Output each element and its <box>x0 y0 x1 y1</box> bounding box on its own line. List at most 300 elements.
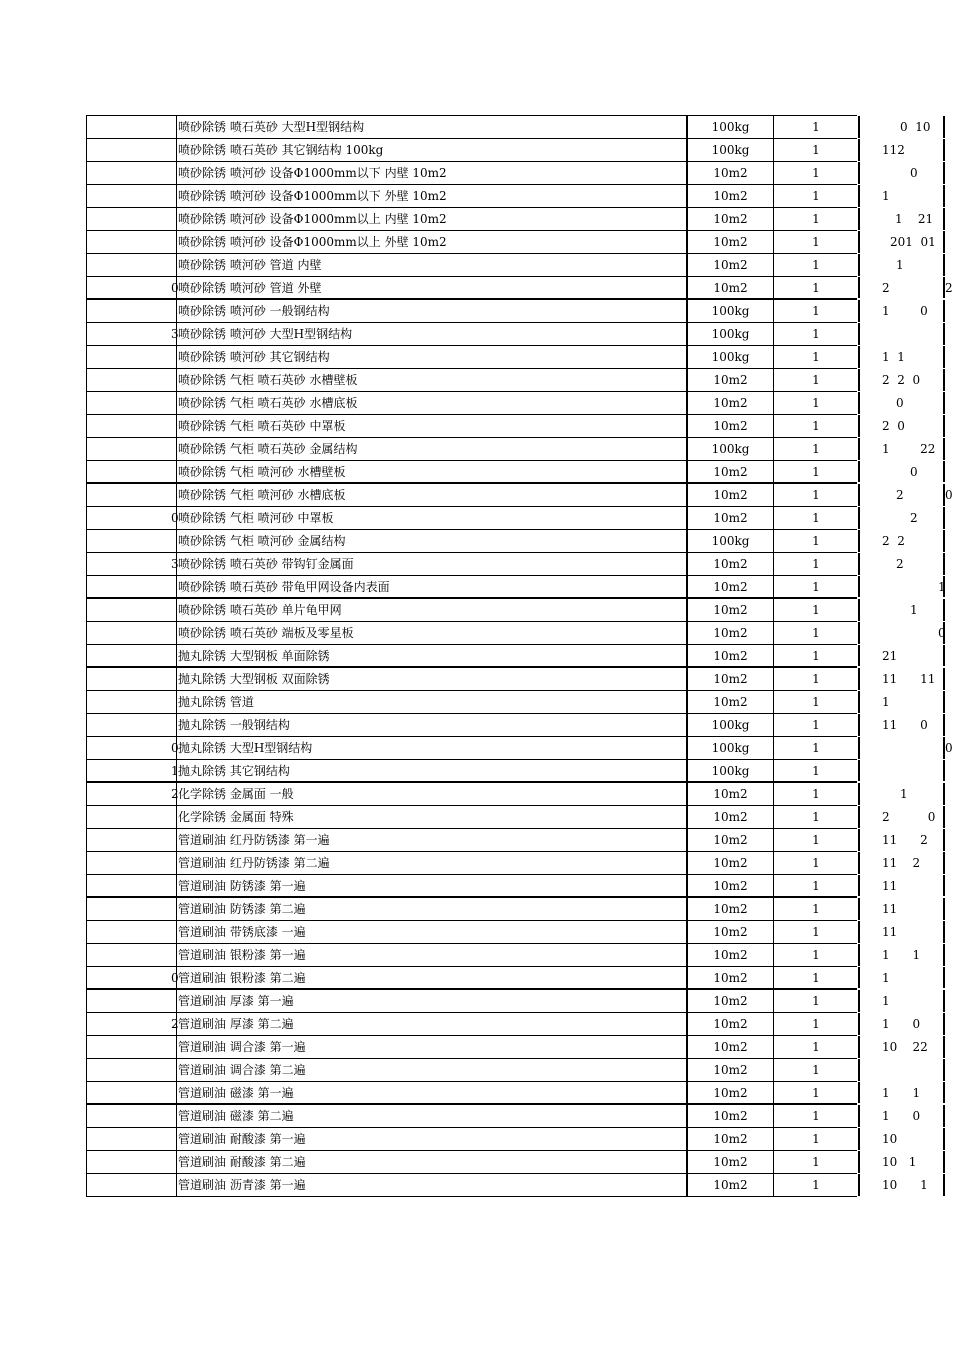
unit-cell: 10m2 <box>688 1105 774 1127</box>
value-cell <box>860 944 945 966</box>
table-row <box>87 461 918 484</box>
code-cell <box>87 875 177 896</box>
unit-cell: 10m2 <box>688 369 774 391</box>
clipped-code-digit: 1 <box>171 764 179 778</box>
code-cell <box>87 760 177 781</box>
quantity-cell: 1 <box>774 599 860 621</box>
unit-cell: 100kg <box>688 346 774 368</box>
quantity-cell: 1 <box>774 507 860 529</box>
quantity-cell: 1 <box>774 116 860 138</box>
quantity-cell: 1 <box>774 967 860 988</box>
table-row <box>87 806 936 829</box>
unit-cell: 100kg <box>688 737 774 759</box>
quantity-cell: 1 <box>774 415 860 437</box>
unit-cell: 10m2 <box>688 1128 774 1150</box>
value-cell <box>860 139 945 161</box>
code-cell <box>87 484 177 506</box>
table-row <box>87 668 936 691</box>
table-row <box>87 737 953 760</box>
item-name: 抛丸除锈 一般钢结构 <box>178 718 290 732</box>
value-text: 1 21 <box>895 212 934 226</box>
item-name-cell <box>177 1151 688 1173</box>
unit-cell: 10m2 <box>688 484 774 506</box>
table-row <box>87 852 921 875</box>
item-name: 抛丸除锈 大型钢板 双面除锈 <box>178 672 330 686</box>
value-cell <box>860 415 945 437</box>
item-name: 管道刷油 银粉漆 第一遍 <box>178 948 306 962</box>
code-cell <box>87 392 177 414</box>
unit-cell: 10m2 <box>688 185 774 207</box>
item-name: 喷砂除锈 气柜 喷石英砂 水槽壁板 <box>178 373 358 387</box>
value-cell <box>860 1105 945 1127</box>
code-cell <box>87 553 177 575</box>
value-text: 11 <box>882 925 898 939</box>
code-cell <box>87 530 177 552</box>
value-text: 11 <box>882 902 898 916</box>
item-name: 喷砂除锈 喷河砂 其它钢结构 <box>178 350 330 364</box>
unit-cell: 10m2 <box>688 875 774 896</box>
value-cell <box>860 576 945 597</box>
value-text: 0 <box>910 166 918 180</box>
quantity-cell: 1 <box>774 990 860 1012</box>
item-name: 管道刷油 磁漆 第一遍 <box>178 1086 294 1100</box>
value-cell <box>860 1059 945 1081</box>
quantity-cell: 1 <box>774 231 860 253</box>
item-name-cell <box>177 806 688 828</box>
table-row <box>87 392 904 415</box>
unit-cell: 10m2 <box>688 783 774 805</box>
unit-cell: 10m2 <box>688 461 774 482</box>
unit-cell: 10m2 <box>688 254 774 276</box>
item-name-cell <box>177 346 688 368</box>
item-name-cell <box>177 231 688 253</box>
quantity-cell: 1 <box>774 553 860 575</box>
clipped-code-digit: 0 <box>171 281 179 295</box>
value-cell <box>860 1082 945 1103</box>
unit-cell: 10m2 <box>688 507 774 529</box>
value-cell <box>860 898 945 920</box>
value-cell <box>860 116 945 138</box>
value-cell <box>860 622 945 644</box>
item-name-cell <box>177 622 688 644</box>
unit-cell: 100kg <box>688 300 774 322</box>
quantity-cell: 1 <box>774 921 860 943</box>
unit-cell: 10m2 <box>688 208 774 230</box>
item-name: 喷砂除锈 喷石英砂 单片龟甲网 <box>178 603 342 617</box>
table-row <box>87 714 928 737</box>
code-cell <box>87 1059 177 1081</box>
quantity-cell: 1 <box>774 1082 860 1103</box>
unit-cell: 10m2 <box>688 277 774 298</box>
table-row <box>87 599 918 622</box>
code-cell <box>87 277 177 298</box>
unit-cell: 10m2 <box>688 944 774 966</box>
item-name: 喷砂除锈 气柜 喷石英砂 水槽底板 <box>178 396 358 410</box>
unit-cell: 10m2 <box>688 1059 774 1081</box>
item-name-cell <box>177 530 688 552</box>
quantity-cell: 1 <box>774 1128 860 1150</box>
quantity-cell: 1 <box>774 737 860 759</box>
code-cell <box>87 1128 177 1150</box>
item-name-cell <box>177 208 688 230</box>
item-name-cell <box>171 783 688 805</box>
item-name: 管道刷油 红丹防锈漆 第二遍 <box>178 856 330 870</box>
quantity-cell: 1 <box>774 829 860 851</box>
table-row <box>87 875 898 898</box>
unit-cell: 10m2 <box>688 599 774 621</box>
value-cell <box>860 645 945 666</box>
quantity-cell: 1 <box>774 622 860 644</box>
unit-cell: 10m2 <box>688 1082 774 1103</box>
item-name: 管道刷油 沥青漆 第一遍 <box>178 1178 306 1192</box>
code-cell <box>87 1013 177 1035</box>
quantity-cell: 1 <box>774 1174 860 1196</box>
quantity-cell: 1 <box>774 1036 860 1058</box>
unit-cell: 100kg <box>688 438 774 460</box>
table-row <box>87 1174 928 1197</box>
value-cell <box>860 829 945 851</box>
value-text: 10 <box>882 1132 898 1146</box>
value-cell <box>860 208 945 230</box>
value-text: 21 <box>882 649 898 663</box>
item-name-cell <box>177 185 688 207</box>
code-cell <box>87 806 177 828</box>
quantity-cell: 1 <box>774 438 860 460</box>
code-cell <box>87 1174 177 1196</box>
table-row <box>87 139 905 162</box>
code-cell <box>87 231 177 253</box>
quantity-cell: 1 <box>774 484 860 506</box>
unit-cell: 10m2 <box>688 1174 774 1196</box>
item-name-cell <box>177 1128 688 1150</box>
item-name: 喷砂除锈 气柜 喷河砂 中罩板 <box>178 511 334 525</box>
value-text: 2 <box>896 488 904 502</box>
table-row <box>87 484 953 507</box>
item-name: 喷砂除锈 喷石英砂 大型H型钢结构 <box>178 120 365 134</box>
code-cell <box>87 714 177 736</box>
unit-cell: 100kg <box>688 530 774 552</box>
item-name-cell <box>171 323 688 345</box>
code-cell <box>87 783 177 805</box>
value-text: 1 <box>882 971 890 985</box>
item-name: 化学除锈 金属面 特殊 <box>178 810 294 824</box>
code-cell <box>87 1082 177 1103</box>
value-cell <box>860 1013 945 1035</box>
code-cell <box>87 369 177 391</box>
table-row <box>87 1105 921 1128</box>
value-text: 10 1 <box>882 1155 917 1169</box>
code-cell <box>87 691 177 713</box>
table-row <box>87 254 904 277</box>
spreadsheet-table <box>86 115 953 1197</box>
unit-cell: 10m2 <box>688 806 774 828</box>
item-name: 喷砂除锈 气柜 喷河砂 金属结构 <box>178 534 346 548</box>
code-cell <box>87 438 177 460</box>
item-name-cell <box>177 369 688 391</box>
unit-cell: 10m2 <box>688 898 774 920</box>
table-row <box>87 645 898 668</box>
value-text: 11 0 <box>882 718 928 732</box>
value-cell <box>860 691 945 713</box>
value-text: 11 <box>882 879 898 893</box>
item-name-cell <box>177 392 688 414</box>
unit-cell: 10m2 <box>688 1013 774 1035</box>
item-name-cell <box>177 484 688 506</box>
value-cell <box>860 507 945 529</box>
unit-cell: 10m2 <box>688 622 774 644</box>
unit-cell: 10m2 <box>688 162 774 184</box>
item-name-cell <box>177 1174 688 1196</box>
unit-cell: 10m2 <box>688 553 774 575</box>
value-cell <box>860 783 945 805</box>
value-cell <box>860 438 945 460</box>
quantity-cell: 1 <box>774 139 860 161</box>
item-name: 管道刷油 耐酸漆 第二遍 <box>178 1155 306 1169</box>
clipped-code-digit: 3 <box>171 327 179 341</box>
table-row <box>87 1082 921 1105</box>
table-row <box>87 622 946 645</box>
item-name: 喷砂除锈 喷河砂 设备Φ1000mm以下 内壁 10m2 <box>178 166 447 180</box>
quantity-cell: 1 <box>774 852 860 874</box>
item-name: 抛丸除锈 大型H型钢结构 <box>178 741 313 755</box>
quantity-cell: 1 <box>774 392 860 414</box>
code-cell <box>87 737 177 759</box>
unit-cell: 10m2 <box>688 668 774 690</box>
code-cell <box>87 208 177 230</box>
code-cell <box>87 300 177 322</box>
value-text: 0 <box>896 396 904 410</box>
value-cell <box>860 254 945 276</box>
item-name: 管道刷油 调合漆 第一遍 <box>178 1040 306 1054</box>
unit-cell: 10m2 <box>688 990 774 1012</box>
item-name: 管道刷油 磁漆 第二遍 <box>178 1109 294 1123</box>
item-name: 管道刷油 调合漆 第二遍 <box>178 1063 306 1077</box>
clipped-code-digit: 2 <box>171 1017 179 1031</box>
table-row <box>87 162 918 185</box>
item-name-cell <box>177 438 688 460</box>
code-cell <box>87 185 177 207</box>
value-cell <box>860 599 945 621</box>
table-row <box>87 369 921 392</box>
table-row <box>87 990 890 1013</box>
unit-cell: 10m2 <box>688 415 774 437</box>
item-name: 喷砂除锈 喷河砂 一般钢结构 <box>178 304 330 318</box>
item-name-cell <box>177 691 688 713</box>
table-row <box>87 921 898 944</box>
item-name: 喷砂除锈 喷石英砂 带龟甲网设备内表面 <box>178 580 390 594</box>
item-name: 管道刷油 防锈漆 第二遍 <box>178 902 306 916</box>
code-cell <box>87 139 177 161</box>
item-name: 管道刷油 带锈底漆 一遍 <box>178 925 306 939</box>
value-text: 11 11 <box>882 672 936 686</box>
item-name-cell <box>177 829 688 851</box>
code-cell <box>87 323 177 345</box>
unit-cell: 10m2 <box>688 576 774 597</box>
quantity-cell: 1 <box>774 369 860 391</box>
item-name-cell <box>177 139 688 161</box>
value-text: 10 22 <box>882 1040 928 1054</box>
item-name: 喷砂除锈 喷河砂 管道 内壁 <box>178 258 322 272</box>
quantity-cell: 1 <box>774 300 860 322</box>
value-cell <box>860 668 945 690</box>
value-text: 1 <box>938 580 946 594</box>
quantity-cell: 1 <box>774 1013 860 1035</box>
quantity-cell: 1 <box>774 714 860 736</box>
value-text: 11 2 <box>882 856 921 870</box>
value-cell <box>860 875 945 896</box>
item-name-cell <box>171 553 688 575</box>
quantity-cell: 1 <box>774 1151 860 1173</box>
item-name: 管道刷油 防锈漆 第一遍 <box>178 879 306 893</box>
overflow-digit: 0 <box>945 488 953 502</box>
table-row <box>87 1128 898 1151</box>
value-text: 1 1 <box>882 1086 921 1100</box>
item-name-cell <box>177 415 688 437</box>
table-row <box>87 346 905 369</box>
code-cell <box>87 254 177 276</box>
code-cell <box>87 990 177 1012</box>
table-row <box>87 898 898 921</box>
item-name: 抛丸除锈 大型钢板 单面除锈 <box>178 649 330 663</box>
table-row <box>87 116 931 139</box>
table-row <box>87 1013 921 1036</box>
value-text: 2 0 <box>882 419 905 433</box>
quantity-cell: 1 <box>774 1059 860 1081</box>
table-row <box>87 553 904 576</box>
item-name-cell <box>177 1059 688 1081</box>
clipped-code-digit: 3 <box>171 557 179 571</box>
quantity-cell: 1 <box>774 668 860 690</box>
value-cell <box>860 806 945 828</box>
table-row <box>87 1151 917 1174</box>
value-cell <box>860 369 945 391</box>
value-cell <box>860 553 945 575</box>
value-cell <box>860 231 945 253</box>
value-text: 1 <box>882 994 890 1008</box>
code-cell <box>87 622 177 644</box>
item-name-cell <box>177 1036 688 1058</box>
item-name: 管道刷油 红丹防锈漆 第一遍 <box>178 833 330 847</box>
value-text: 1 <box>910 603 918 617</box>
value-cell <box>860 714 945 736</box>
table-row <box>87 277 953 300</box>
value-cell <box>860 1036 945 1058</box>
value-text: 2 <box>896 557 904 571</box>
quantity-cell: 1 <box>774 944 860 966</box>
value-text: 1 1 <box>882 350 905 364</box>
value-cell <box>860 461 945 482</box>
value-text: 1 0 <box>882 1017 921 1031</box>
quantity-cell: 1 <box>774 277 860 298</box>
quantity-cell: 1 <box>774 806 860 828</box>
value-cell <box>860 277 945 298</box>
value-cell <box>860 392 945 414</box>
code-cell <box>87 1151 177 1173</box>
unit-cell: 10m2 <box>688 1036 774 1058</box>
item-name-cell <box>177 1105 688 1127</box>
quantity-cell: 1 <box>774 875 860 896</box>
code-cell <box>87 898 177 920</box>
quantity-cell: 1 <box>774 346 860 368</box>
code-cell <box>87 1036 177 1058</box>
code-cell <box>87 162 177 184</box>
item-name: 喷砂除锈 气柜 喷河砂 水槽底板 <box>178 488 346 502</box>
table-row <box>87 438 936 461</box>
item-name: 管道刷油 厚漆 第一遍 <box>178 994 294 1008</box>
table-row <box>87 185 890 208</box>
unit-cell: 10m2 <box>688 1151 774 1173</box>
unit-cell: 10m2 <box>688 829 774 851</box>
item-name-cell <box>177 116 688 138</box>
value-text: 1 22 <box>882 442 936 456</box>
item-name-cell <box>171 737 688 759</box>
table-row <box>87 944 921 967</box>
table-row <box>87 530 905 553</box>
item-name: 化学除锈 金属面 一般 <box>178 787 294 801</box>
item-name: 喷砂除锈 喷河砂 设备Φ1000mm以上 外壁 10m2 <box>178 235 447 249</box>
table-row <box>87 231 936 254</box>
code-cell <box>87 645 177 666</box>
clipped-code-digit: 0 <box>171 971 179 985</box>
item-name-cell <box>177 599 688 621</box>
clipped-code-digit: 0 <box>171 511 179 525</box>
item-name-cell <box>171 277 688 298</box>
quantity-cell: 1 <box>774 185 860 207</box>
value-cell <box>860 185 945 207</box>
item-name: 喷砂除锈 气柜 喷石英砂 金属结构 <box>178 442 358 456</box>
item-name-cell <box>171 760 688 781</box>
item-name: 喷砂除锈 喷石英砂 带钩钉金属面 <box>178 557 354 571</box>
clipped-code-digit: 0 <box>171 741 179 755</box>
unit-cell: 100kg <box>688 139 774 161</box>
item-name: 喷砂除锈 喷河砂 大型H型钢结构 <box>178 327 353 341</box>
unit-cell: 10m2 <box>688 921 774 943</box>
unit-cell: 10m2 <box>688 392 774 414</box>
value-text: 1 <box>882 695 890 709</box>
item-name: 喷砂除锈 喷河砂 设备Φ1000mm以下 外壁 10m2 <box>178 189 447 203</box>
item-name-cell <box>177 668 688 690</box>
unit-cell: 10m2 <box>688 852 774 874</box>
code-cell <box>87 576 177 597</box>
quantity-cell: 1 <box>774 760 860 781</box>
table-row <box>87 760 857 783</box>
table-row <box>87 323 857 346</box>
item-name: 管道刷油 厚漆 第二遍 <box>178 1017 294 1031</box>
item-name-cell <box>171 507 688 529</box>
code-cell <box>87 346 177 368</box>
value-text: 0 10 <box>900 120 931 134</box>
item-name-cell <box>177 875 688 896</box>
quantity-cell: 1 <box>774 691 860 713</box>
table-row <box>87 507 918 530</box>
code-cell <box>87 116 177 138</box>
value-cell <box>860 323 945 345</box>
value-text: 10 1 <box>882 1178 928 1192</box>
code-cell <box>87 1105 177 1127</box>
table-row <box>87 783 908 806</box>
value-cell <box>860 852 945 874</box>
table-row <box>87 1059 857 1082</box>
value-cell <box>860 530 945 552</box>
quantity-cell: 1 <box>774 1105 860 1127</box>
value-text: 11 2 <box>882 833 928 847</box>
value-text: 1 0 <box>882 1109 921 1123</box>
value-text: 201 01 <box>890 235 936 249</box>
quantity-cell: 1 <box>774 208 860 230</box>
code-cell <box>87 852 177 874</box>
code-cell <box>87 944 177 966</box>
unit-cell: 10m2 <box>688 691 774 713</box>
